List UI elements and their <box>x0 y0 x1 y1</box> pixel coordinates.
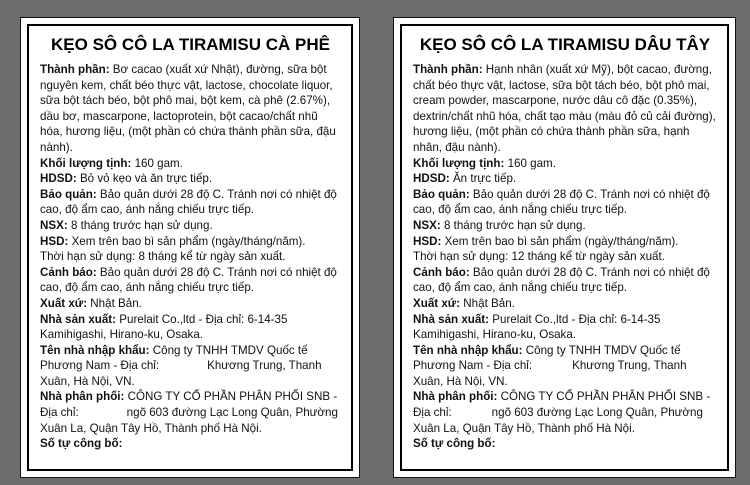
importer-line: Tên nhà nhập khẩu: Công ty TNHH TMDV Quốc tế Phương Nam - Địa chỉ: Khương Trung, Thanh Xuân, Hà Nội, VN. <box>413 343 687 388</box>
label-border <box>27 24 353 471</box>
net-weight-line: Khối lượng tịnh: 160 gam. <box>413 156 556 170</box>
product-label-coffee <box>20 17 360 478</box>
mfg-line: NSX: 8 tháng trước hạn sử dụng. <box>40 218 213 232</box>
ingredients-line: Thành phần: Bơ cacao (xuất xứ Nhật), đường, sữa bột nguyên kem, chất béo thực vật, lactose, chocolate liquor, sữa bột tách béo, bột phô mai, bột kem, cà phê (2.67%), dầu bơ, mascarpone, lactoprotein, bột cacao/chất nhũ hóa, hương liệu, (một phần có chứa thành phần sữa, đậu nành). <box>40 63 336 154</box>
usage-line: HDSD: Ăn trực tiếp. <box>413 172 517 186</box>
declaration-line: Số tự công bố: <box>40 437 123 451</box>
manufacturer-line: Nhà sản xuất: Purelait Co.,ltd - Địa chỉ: 6-14-35 Kamihigashi, Hirano-ku, Osaka. <box>413 312 661 342</box>
storage-line: Bảo quản: Bảo quản dưới 28 độ C. Tránh nơi có nhiệt độ cao, độ ẩm cao, ánh nắng chiếu trực tiếp. <box>40 187 337 217</box>
product-title: KẸO SÔ CÔ LA TIRAMISU CÀ PHÊ <box>51 35 330 54</box>
label-body <box>40 62 341 452</box>
product-title: KẸO SÔ CÔ LA TIRAMISU DÂU TÂY <box>419 35 711 54</box>
distributor-line: Nhà phân phối: CÔNG TY CỔ PHẦN PHÂN PHỐI SNB - Địa chỉ: ngõ 603 đường Lạc Long Quân, Phường Xuân La, Quận Tây Hồ, Thành phố Hà Nội. <box>413 390 711 435</box>
usage-line: HDSD: Bỏ vỏ kẹo và ăn trực tiếp. <box>40 172 213 186</box>
manufacturer-line: Nhà sản xuất: Purelait Co.,ltd - Địa chỉ: 6-14-35 Kamihigashi, Hirano-ku, Osaka. <box>40 312 288 342</box>
storage-line: Bảo quản: Bảo quản dưới 28 độ C. Tránh nơi có nhiệt độ cao, độ ẩm cao, ánh nắng chiếu trực tiếp. <box>413 187 710 217</box>
expiry-line: HSD: Xem trên bao bì sản phẩm (ngày/tháng/năm). Thời hạn sử dụng: 8 tháng kể từ ngày sản xuất. <box>40 234 306 264</box>
importer-line: Tên nhà nhập khẩu: Công ty TNHH TMDV Quốc tế Phương Nam - Địa chỉ: Khương Trung, Thanh Xuân, Hà Nội, VN. <box>40 343 322 388</box>
net-weight-line: Khối lượng tịnh: 160 gam. <box>40 156 183 170</box>
warning-line: Cảnh báo: Bảo quản dưới 28 độ C. Tránh nơi có nhiệt độ cao, độ ẩm cao, ánh nắng chiếu trực tiếp. <box>413 265 710 295</box>
ingredients-line: Thành phần: Hạnh nhân (xuất xứ Mỹ), bột cacao, đường, chất béo thực vật, lactose, sữa bột tách béo, bột phô mai, cream powder, mascarpone, nước dâu cô đặc (0.35%), dextrin/chất nhũ hóa, chất tạo màu (màu đỏ củ cải đường), hương liệu, (một phần có chứa thành phần sữa, hạnh nhân, đậu nành). <box>413 63 716 154</box>
label-border <box>400 24 729 471</box>
label-body <box>413 62 717 452</box>
mfg-line: NSX: 8 tháng trước hạn sử dụng. <box>413 218 586 232</box>
product-label-strawberry <box>393 17 736 478</box>
expiry-line: HSD: Xem trên bao bì sản phẩm (ngày/tháng/năm). Thời hạn sử dụng: 12 tháng kể từ ngày sản xuất. <box>413 234 679 264</box>
declaration-line: Số tự công bố: <box>413 437 496 451</box>
distributor-line: Nhà phân phối: CÔNG TY CỔ PHẦN PHÂN PHỐI SNB - Địa chỉ: ngõ 603 đường Lạc Long Quân, Phường Xuân La, Quận Tây Hồ, Thành phố Hà Nội. <box>40 390 338 435</box>
warning-line: Cảnh báo: Bảo quản dưới 28 độ C. Tránh nơi có nhiệt độ cao, độ ẩm cao, ánh nắng chiếu trực tiếp. <box>40 265 337 295</box>
origin-line: Xuất xứ: Nhật Bản. <box>413 296 515 310</box>
origin-line: Xuất xứ: Nhật Bản. <box>40 296 142 310</box>
